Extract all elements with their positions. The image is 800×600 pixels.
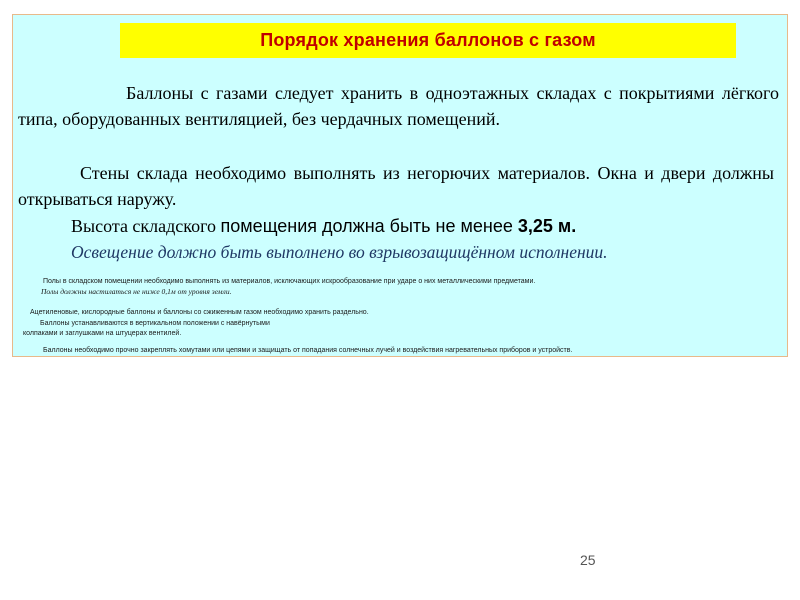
room-height-text-2: помещения должна быть не менее [220,216,518,236]
note-floor-level: Полы должны настилаться не ниже 0,1м от уровня земли. [41,287,232,296]
note-floor-materials: Полы в складском помещении необходимо выполнять из материалов, исключающих искрообразование при ударе о них металлическими предметами. [43,278,536,285]
slide-title: Порядок хранения баллонов с газом [260,30,596,50]
note-vertical-position: Баллоны устанавливаются в вертикальном положении с навёрнутыми [40,320,270,327]
note-separate-storage: Ацетиленовые, кислородные баллоны и баллоны со сжиженным газом необходимо хранить раздельно. [30,309,369,316]
title-banner [120,23,736,58]
paragraph-storage-warehouses: Баллоны с газами следует хранить в одноэтажных складах с покрытиями лёгкого типа, оборудованных вентиляцией, без чердачных помещений. [18,83,779,129]
note-caps-plugs: колпаками и заглушками на штуцерах вентилей. [23,330,182,337]
paragraph-walls-materials: Стены склада необходимо выполнять из негорючих материалов. Окна и двери должны открываться наружу. [18,163,774,209]
paragraph-room-height [71,214,576,238]
room-height-text-1: Высота складского [71,216,221,236]
paragraph-lighting: Освещение должно быть выполнено во взрывозащищённом исполнении. [71,242,608,262]
room-height-value: 3,25 м. [517,216,577,236]
page-number: 25 [580,552,596,568]
content-panel [12,14,788,357]
note-fastening: Баллоны необходимо прочно закреплять хомутами или цепями и защищать от попадания солнечных лучей и воздействия нагревательных приборов и устройств. [43,347,573,354]
